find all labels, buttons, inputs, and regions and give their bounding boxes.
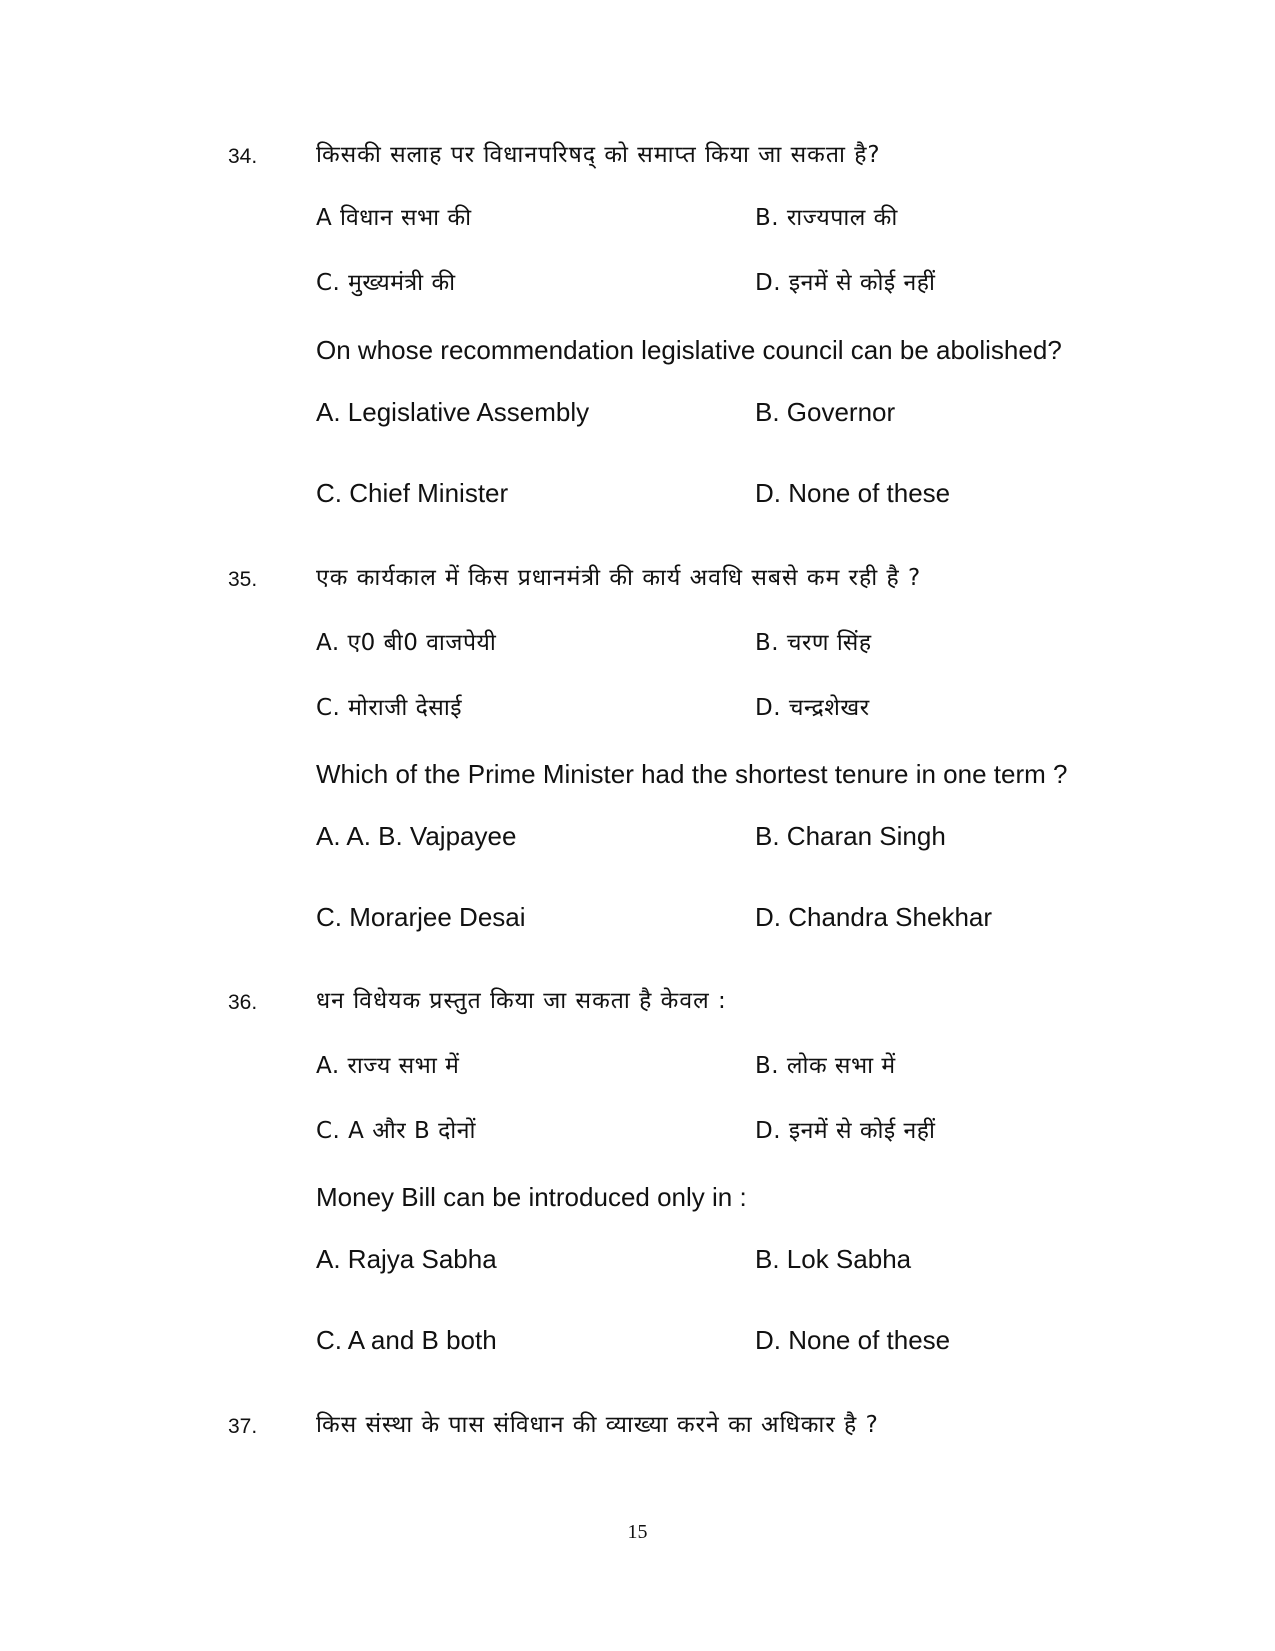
option-c-english: C. A and B both — [316, 1325, 497, 1355]
page-number: 15 — [627, 1521, 648, 1543]
option-b-english: B. Lok Sabha — [755, 1244, 912, 1274]
question-text-english: Which of the Prime Minister had the shortest tenure in one term ? — [316, 759, 1068, 789]
option-a-english: A. Legislative Assembly — [316, 397, 590, 427]
option-a-english: A. A. B. Vajpayee — [316, 821, 517, 851]
option-c-hindi: C. मोराजी देसाई — [316, 695, 463, 721]
question-text-hindi: किस संस्था के पास संविधान की व्याख्या करने का अधिकार है ? — [316, 1412, 879, 1438]
option-d-english: D. None of these — [755, 1325, 951, 1355]
option-c-english: C. Morarjee Desai — [316, 902, 526, 932]
option-b-hindi: B. चरण सिंह — [755, 630, 872, 656]
option-b-english: B. Charan Singh — [755, 821, 946, 851]
question-text-hindi: धन विधेयक प्रस्तुत किया जा सकता है केवल : — [316, 988, 727, 1014]
option-a-english: A. Rajya Sabha — [316, 1244, 497, 1274]
option-d-english: D. None of these — [755, 478, 951, 508]
option-c-english: C. Chief Minister — [316, 478, 509, 508]
option-d-hindi: D. चन्द्रशेखर — [755, 695, 870, 721]
option-a-hindi: A विधान सभा की — [316, 205, 472, 231]
option-d-english: D. Chandra Shekhar — [755, 902, 993, 932]
question-number: 35. — [228, 568, 258, 591]
option-b-hindi: B. राज्यपाल की — [755, 205, 898, 231]
question-text-english: Money Bill can be introduced only in : — [316, 1182, 747, 1212]
option-c-hindi: C. मुख्यमंत्री की — [316, 270, 456, 296]
question-text-english: On whose recommendation legislative council can be abolished? — [316, 335, 1062, 365]
question-number: 37. — [228, 1415, 258, 1438]
option-a-hindi: A. राज्य सभा में — [316, 1053, 460, 1079]
option-b-hindi: B. लोक सभा में — [755, 1053, 896, 1079]
question-number: 36. — [228, 991, 258, 1014]
option-b-english: B. Governor — [755, 397, 896, 427]
option-a-hindi: A. ए0 बी0 वाजपेयी — [316, 630, 497, 656]
question-text-hindi: किसकी सलाह पर विधानपरिषद् को समाप्त किया जा सकता है? — [316, 142, 881, 168]
question-number: 34. — [228, 145, 258, 168]
option-d-hindi: D. इनमें से कोई नहीं — [755, 1118, 936, 1144]
option-c-hindi: C. A और B दोनों — [316, 1118, 476, 1144]
option-d-hindi: D. इनमें से कोई नहीं — [755, 270, 936, 296]
question-text-hindi: एक कार्यकाल में किस प्रधानमंत्री की कार्य अवधि सबसे कम रही है ? — [316, 565, 922, 591]
